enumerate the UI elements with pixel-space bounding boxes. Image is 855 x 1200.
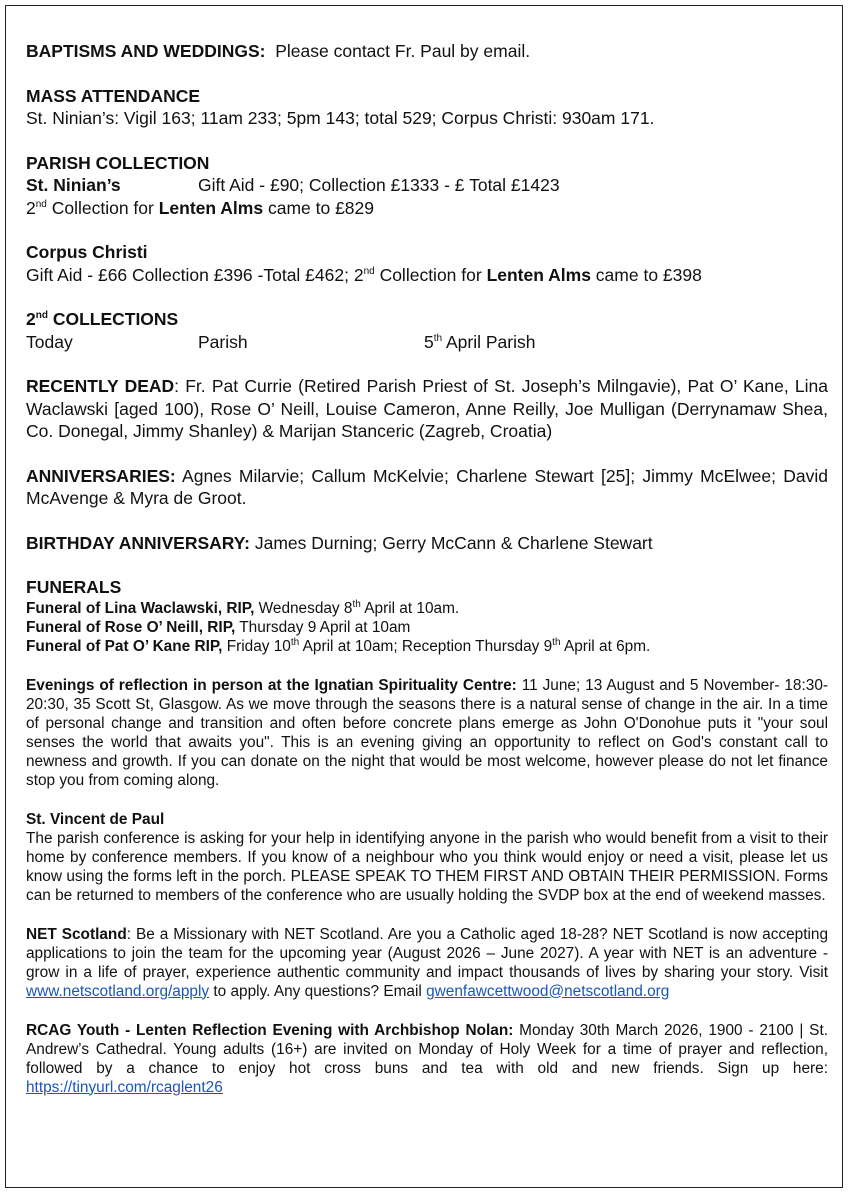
corpus-christi-section [26, 241, 828, 286]
anniversaries-text: Agnes Milarvie; Callum McKelvie; Charlene Stewart [25]; Jimmy McElwee; David McAvenge & Myra de Groot. [26, 465, 828, 508]
lenten-alms-label: Lenten Alms [486, 264, 591, 285]
anniversaries-heading: ANNIVERSARIES: [26, 465, 176, 486]
second-collections-heading: 2nd COLLECTIONS [26, 309, 179, 329]
net-email-link[interactable]: gwenfawcettwood@netscotland.org [426, 982, 670, 1000]
second-collections-row [26, 331, 828, 354]
recently-dead-section [26, 375, 828, 443]
collection-amount-text: came to £398 [590, 264, 702, 285]
reflection-text: 11 June; 13 August and 5 November- 18:30- 20:30, 35 Scott St, Glasgow. As we move through the seasons there is a natural sense of change in the air. In a time of personal change and transition and often before concrete plans emerge as John O'Donohue puts it "your soul senses the world that awaits you". This is an evening giving an opportunity to reflect on God's constant call to newness and growth. If you can donate on the night that would be most welcome, however please do not let finance stop you from coming along. [26, 676, 829, 789]
ninians-label: St. Ninian’s [26, 175, 121, 195]
ninians-collection-text: Gift Aid - £90; Collection £1333 - £ Total £1423 [198, 175, 560, 195]
ninians-second-collection [26, 197, 828, 220]
mass-attendance-text: St. Ninian’s: Vigil 163; 11am 233; 5pm 143; total 529; Corpus Christi: 930am 171. [26, 108, 655, 128]
birthday-section [26, 532, 828, 555]
net-text: : Be a Missionary with NET Scotland. Are you a Catholic aged 18-28? NET Scotland is now accepting applications to join the team for the upcoming year (August 2026 – June 2027). A year with NET is an adventure - grow in a life of prayer, experience authentic community and impact thousands of lives by sharing your story. Visit [26, 925, 829, 981]
rcag-heading: RCAG Youth - Lenten Reflection Evening with Archbishop Nolan: [26, 1021, 514, 1039]
funeral-item: Funeral of Pat O’ Kane RIP, Friday 10th April at 10am; Reception Thursday 9th April at 6pm. [26, 636, 651, 655]
funeral-item: Funeral of Lina Waclawski, RIP, Wednesday 8th April at 10am. [26, 598, 460, 617]
parish-collection-heading: PARISH COLLECTION [26, 152, 210, 173]
baptisms-heading: BAPTISMS AND WEDDINGS: [26, 41, 266, 61]
collection-amount-text: came to £829 [263, 197, 374, 218]
rcag-signup-link[interactable]: https://tinyurl.com/rcaglent26 [26, 1078, 223, 1096]
svdp-text: The parish conference is asking for your help in identifying anyone in the parish who would benefit from a visit to their home by conference members. If you know of a neighbour who you think would enjoy or need a visit, please let us know using the forms left in the porch. PLEASE SPEAK TO THEM FIRST AND OBTAIN THEIR PERMISSION. Forms can be returned to members of the conference who are usually holding the SVDP box at the end of weekend masses. [26, 829, 828, 904]
net-text-2: to apply. Any questions? Email [209, 982, 427, 1000]
collection-for-text: Collection for [374, 264, 487, 285]
ordinal-suffix: nd [35, 198, 47, 210]
parish-collection-section [26, 152, 828, 220]
mass-attendance-section [26, 85, 828, 130]
svdp-section [26, 810, 828, 905]
collection-for-text: Collection for [46, 197, 159, 218]
col-parish: Parish [198, 331, 248, 352]
ordinal-suffix: nd [363, 265, 375, 277]
colon: : [174, 376, 180, 396]
newsletter-content [26, 40, 828, 1097]
reflection-heading: Evenings of reflection in person at the Ignatian Spirituality Centre: [26, 676, 517, 694]
mass-attendance-heading: MASS ATTENDANCE [26, 85, 201, 106]
baptisms-text: Please contact Fr. Paul by email. [275, 41, 531, 61]
lenten-alms-label: Lenten Alms [158, 197, 264, 218]
birthday-text: James Durning; Gerry McCann & Charlene Stewart [249, 532, 653, 553]
reflection-section [26, 676, 828, 790]
recently-dead-text: Fr. Pat Currie (Retired Parish Priest of St. Joseph’s Milngavie), Pat O’ Kane, Lina Waclawski [aged 100), Rose O’ Neill, Louise Cameron, Anne Reilly, Joe Mulligan (Derrynamaw Shea, Co. Donegal, Jimmy Shanley) & Marijan Stanceric (Zagreb, Croatia) [26, 376, 828, 441]
col-today: Today [26, 331, 73, 352]
funerals-section [26, 576, 828, 656]
recently-dead-heading: RECENTLY DEAD [26, 376, 175, 396]
col-april: 5th April Parish [424, 331, 536, 352]
net-heading: NET Scotland [26, 925, 127, 943]
rcag-text: Monday 30th March 2026, 1900 - 2100 | St. Andrew’s Cathedral. Young adults (16+) are invited on Monday of Holy Week for a time of prayer and reflection, followed by a chance to enjoy hot cross buns and tea with old and new friends. Sign up here: [26, 1021, 828, 1077]
second-collections-section [26, 308, 828, 353]
rcag-section [26, 1021, 828, 1097]
funerals-heading: FUNERALS [26, 577, 122, 597]
funeral-item: Funeral of Rose O’ Neill, RIP, Thursday 9 April at 10am [26, 618, 411, 636]
anniversaries-section [26, 465, 828, 510]
svdp-heading: St. Vincent de Paul [26, 810, 165, 828]
ordinal-number: 2 [26, 197, 36, 218]
corpus-christi-text [26, 264, 828, 287]
net-apply-link[interactable]: www.netscotland.org/apply [26, 982, 210, 1000]
birthday-heading: BIRTHDAY ANNIVERSARY: [26, 532, 250, 553]
baptisms-section [26, 40, 828, 63]
corpus-christi-heading: Corpus Christi [26, 242, 148, 262]
net-section [26, 925, 828, 1001]
corpus-collection-text: Gift Aid - £66 Collection £396 -Total £462; 2 [26, 264, 364, 285]
